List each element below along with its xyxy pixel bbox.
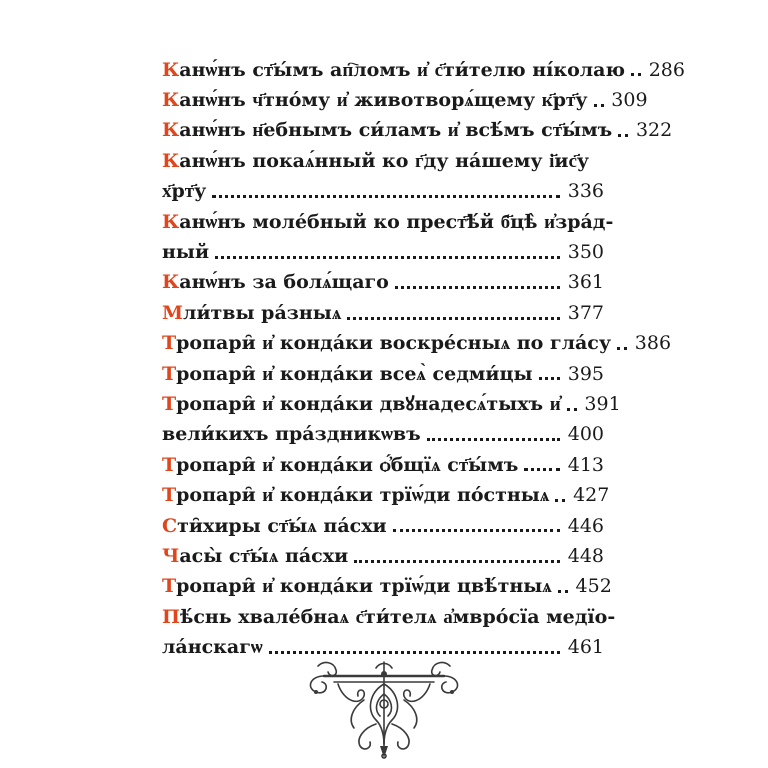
dot-leader bbox=[354, 560, 560, 563]
dot-leader bbox=[567, 408, 577, 411]
page-number: 446 bbox=[567, 514, 604, 537]
toc-entry[interactable] bbox=[162, 480, 610, 510]
toc-entry-title: ный bbox=[162, 241, 210, 264]
red-initial-letter: К bbox=[162, 210, 180, 233]
toc-entry-title: ропари̑ и҆ конда́ки трїѡ́ди по́стныѧ bbox=[176, 484, 550, 507]
red-initial-letter: Ч bbox=[162, 544, 180, 567]
page-number: 413 bbox=[567, 453, 604, 476]
toc-entry[interactable] bbox=[162, 602, 616, 632]
page-number: 386 bbox=[634, 332, 672, 355]
toc-entry[interactable] bbox=[162, 541, 604, 571]
dot-leader bbox=[594, 104, 604, 107]
dot-leader bbox=[212, 195, 560, 198]
toc-entry[interactable] bbox=[162, 146, 604, 176]
toc-entry[interactable] bbox=[162, 572, 612, 602]
red-initial-letter: Т bbox=[162, 362, 177, 385]
red-initial-letter: Т bbox=[162, 484, 177, 507]
page-number: 448 bbox=[567, 544, 604, 567]
toc-entry[interactable] bbox=[162, 268, 604, 298]
toc-entry[interactable] bbox=[162, 116, 673, 146]
toc-entry-title: вели́кихъ пра́здникѡвъ bbox=[162, 423, 421, 446]
dot-leader bbox=[539, 377, 560, 380]
page-number: 309 bbox=[611, 89, 648, 112]
toc-entry-title: анѡ́нъ ст҃ы́мъ ап҇ломъ и҆ с҃ти́телю ні́колаю bbox=[179, 58, 625, 81]
red-initial-letter: П bbox=[162, 605, 180, 628]
toc-entry[interactable] bbox=[162, 359, 604, 389]
page-number: 377 bbox=[567, 301, 604, 324]
page-number: 391 bbox=[584, 392, 621, 415]
page-number: 286 bbox=[648, 58, 685, 81]
toc-entry-title: ропари̑ и҆ конда́ки воскре́сныѧ по гла́су bbox=[176, 332, 612, 355]
red-initial-letter: К bbox=[162, 89, 180, 112]
dot-leader bbox=[393, 529, 560, 532]
toc-entry-title: ропари̑ и҆ конда́ки ѻ҆́бщїѧ ст҃ы́мъ bbox=[176, 453, 519, 476]
toc-entry-title: х҃рт҃у bbox=[162, 180, 207, 203]
dot-leader bbox=[347, 317, 560, 320]
toc-entry[interactable] bbox=[162, 329, 672, 359]
toc-entry[interactable] bbox=[162, 511, 604, 541]
toc-entry[interactable] bbox=[162, 85, 648, 115]
red-initial-letter: Т bbox=[162, 575, 177, 598]
toc-entry[interactable] bbox=[162, 450, 604, 480]
dot-leader bbox=[395, 286, 560, 289]
toc-entry[interactable] bbox=[162, 237, 604, 267]
toc-entry-title: анѡ́нъ покаѧ́нный ко г҃ду на́шему і҃ис҃у bbox=[179, 149, 590, 172]
table-of-contents bbox=[162, 55, 685, 663]
toc-entry-title: ти̑хиры ст҃ы́ѧ па́схи bbox=[177, 514, 387, 537]
toc-entry-title: ѣ́снь хвале́бнаѧ с҃ти́телѧ а҆мвро́сїа медїо- bbox=[179, 605, 616, 628]
toc-entry-title: анѡ́нъ ч҃тно́му и҆ животворѧ́щему к҃рт҃у bbox=[179, 89, 588, 112]
dot-leader bbox=[555, 499, 565, 502]
toc-entry-title: ропари̑ и҆ конда́ки двꙋнадесѧ́тыхъ и҆ bbox=[176, 392, 561, 415]
toc-entry-title: анѡ́нъ н҃ебнымъ си́ламъ и҆ всѣ́мъ ст҃ы́мъ bbox=[179, 119, 613, 142]
red-initial-letter: К bbox=[162, 58, 180, 81]
dot-leader bbox=[524, 468, 560, 471]
page-number: 336 bbox=[567, 180, 604, 203]
toc-entry[interactable] bbox=[162, 177, 604, 207]
toc-entry-title: асы̀ ст҃ы́ѧ па́схи bbox=[179, 544, 349, 567]
toc-entry-title: ропари̑ и҆ конда́ки всеѧ̀ седми́цы bbox=[176, 362, 533, 385]
page-number: 350 bbox=[567, 241, 604, 264]
toc-entry[interactable] bbox=[162, 298, 604, 328]
toc-entry-title: анѡ́нъ моле́бный ко прест҃ѣ́й б҃цѣ̀ и҆зра́д- bbox=[179, 210, 614, 233]
page-number: 322 bbox=[635, 119, 673, 142]
toc-entry[interactable] bbox=[162, 207, 614, 237]
red-initial-letter: М bbox=[162, 301, 184, 324]
page-number: 400 bbox=[567, 423, 604, 446]
page-number: 452 bbox=[575, 575, 612, 598]
red-initial-letter: К bbox=[162, 271, 180, 294]
floral-ornament-icon bbox=[304, 654, 464, 760]
red-initial-letter: Т bbox=[162, 392, 177, 415]
toc-entry-title: ла́нскагѡ bbox=[162, 636, 263, 659]
toc-entry[interactable] bbox=[162, 389, 621, 419]
red-initial-letter: К bbox=[162, 119, 180, 142]
red-initial-letter: К bbox=[162, 149, 180, 172]
dot-leader bbox=[215, 256, 560, 259]
toc-entry[interactable] bbox=[162, 55, 685, 85]
toc-entry-title: ли́твы ра́зныѧ bbox=[183, 301, 342, 324]
toc-entry-title: анѡ́нъ за болѧ́щаго bbox=[179, 271, 389, 294]
dot-leader bbox=[631, 73, 641, 76]
dot-leader bbox=[558, 590, 568, 593]
red-initial-letter: Т bbox=[162, 453, 177, 476]
red-initial-letter: Т bbox=[162, 332, 177, 355]
page-number: 395 bbox=[567, 362, 604, 385]
page-number: 361 bbox=[567, 271, 604, 294]
dot-leader bbox=[618, 134, 628, 137]
page-number: 427 bbox=[573, 484, 610, 507]
toc-entry-title: ропари̑ и҆ конда́ки трїѡ́ди цвѣ́тныѧ bbox=[176, 575, 552, 598]
dot-leader bbox=[617, 347, 627, 350]
page-number: 461 bbox=[567, 636, 604, 659]
toc-entry[interactable] bbox=[162, 420, 604, 450]
red-initial-letter: С bbox=[162, 514, 178, 537]
dot-leader bbox=[427, 438, 560, 441]
